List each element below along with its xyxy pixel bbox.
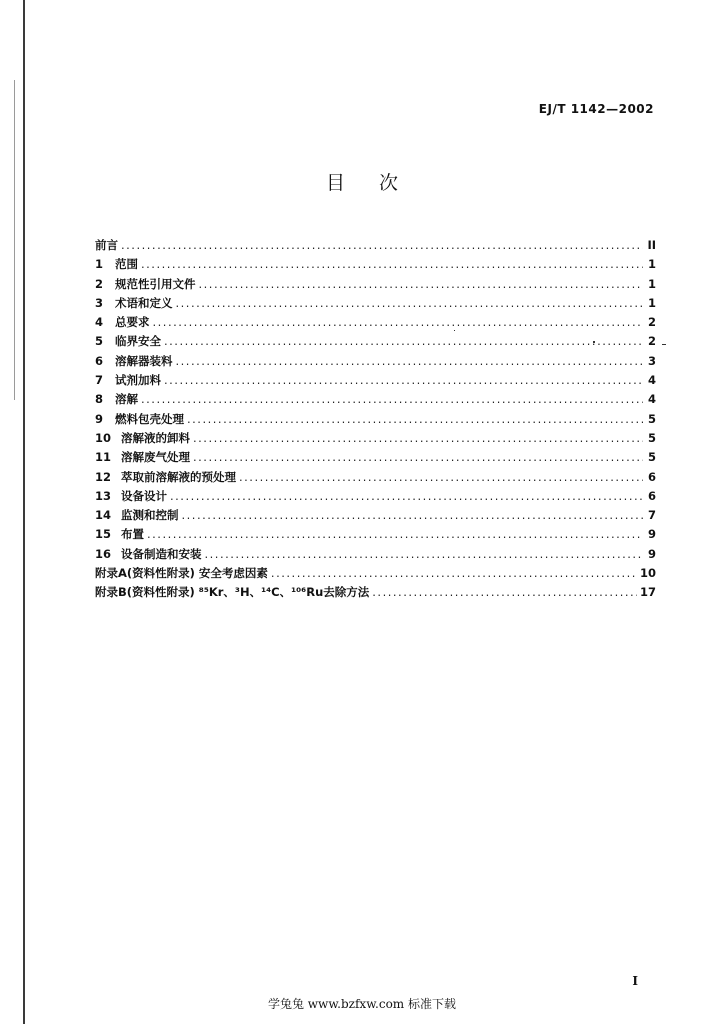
toc-entry-page: 9 [647, 527, 656, 542]
toc-entry[interactable] [95, 352, 656, 371]
toc-entry-label: 布置 [121, 527, 144, 542]
scan-speck [593, 341, 595, 343]
toc-dot-leader [271, 564, 637, 583]
toc-entry[interactable] [95, 506, 656, 525]
toc-dot-leader [164, 371, 643, 390]
toc-entry-page: 1 [647, 295, 656, 310]
toc-dot-leader [121, 236, 643, 255]
toc-entry-number: 9 [95, 411, 104, 426]
toc-entry-number: 12 [95, 469, 112, 484]
toc-entry[interactable] [95, 255, 656, 274]
toc-dot-leader [176, 294, 644, 313]
toc-entry-number: 14 [95, 508, 112, 523]
toc-entry-label: 溶解 [115, 392, 138, 407]
toc-dot-leader [187, 410, 643, 429]
toc-entry[interactable] [95, 313, 656, 332]
toc-entry[interactable] [95, 429, 656, 448]
toc-entry-appendix-b[interactable] [95, 583, 656, 602]
toc-entry-page: 6 [647, 469, 656, 484]
binding-edge-line [23, 0, 25, 1024]
toc-entry-label: 溶解液的卸料 [121, 430, 190, 445]
toc-entry-label: 燃料包壳处理 [115, 411, 184, 426]
toc-entry[interactable] [95, 468, 656, 487]
toc-dot-leader [141, 255, 643, 274]
toc-entry-page: 7 [647, 508, 656, 523]
toc-entry-page: 9 [647, 546, 656, 561]
toc-entry-label: 溶解废气处理 [121, 450, 190, 465]
toc-entry-number: 2 [95, 276, 104, 291]
toc-entry-label: 范围 [115, 257, 138, 272]
toc-dot-leader [205, 545, 644, 564]
toc-entry-page: 4 [647, 392, 656, 407]
toc-dot-leader [239, 468, 643, 487]
toc-entry-number: 13 [95, 488, 112, 503]
toc-entry-number: 8 [95, 392, 104, 407]
toc-entry[interactable] [95, 487, 656, 506]
toc-entry-label: 临界安全 [115, 334, 161, 349]
page-title: 目次 [325, 172, 432, 194]
toc-dot-leader [147, 525, 643, 544]
toc-entry-page: 2 [647, 334, 656, 349]
toc-entry-page: 2 [647, 315, 656, 330]
toc-entry[interactable] [95, 332, 656, 351]
toc-entry-label: 术语和定义 [115, 295, 173, 310]
toc-entry-label: 溶解器装料 [115, 353, 173, 368]
toc-entry-number: 15 [95, 527, 112, 542]
toc-dot-leader [372, 583, 637, 602]
toc-dot-leader [176, 352, 644, 371]
toc-entry-label: 监测和控制 [121, 508, 179, 523]
toc-entry-number: 16 [95, 546, 112, 561]
table-of-contents [95, 236, 656, 603]
toc-entry[interactable] [95, 390, 656, 409]
toc-entry-number: 3 [95, 295, 104, 310]
toc-entry-label: 萃取前溶解液的预处理 [121, 469, 236, 484]
toc-dot-leader [153, 313, 644, 332]
toc-entry-page: 5 [647, 450, 656, 465]
toc-entry-page: 10 [639, 566, 656, 581]
scan-speck [662, 344, 666, 345]
toc-entry-number: 7 [95, 373, 104, 388]
scan-speck [454, 330, 455, 331]
toc-entry-label: 前言 [95, 238, 118, 252]
toc-dot-leader [193, 429, 643, 448]
toc-entry[interactable] [95, 525, 656, 544]
toc-entry-label: 试剂加料 [115, 373, 161, 388]
toc-entry-label: 附录A(资料性附录) 安全考虑因素 [95, 566, 268, 581]
toc-entry[interactable] [95, 448, 656, 467]
toc-dot-leader [193, 448, 643, 467]
toc-entry-number: 10 [95, 430, 112, 445]
toc-entry[interactable] [95, 410, 656, 429]
toc-dot-leader [164, 332, 643, 351]
toc-entry-appendix-a[interactable] [95, 564, 656, 583]
binding-edge-line-faint [14, 80, 15, 400]
toc-entry[interactable] [95, 275, 656, 294]
toc-entry-page: 1 [647, 276, 656, 291]
toc-entry-page: II [647, 238, 656, 252]
toc-dot-leader [182, 506, 644, 525]
toc-entry-number: 11 [95, 450, 112, 465]
toc-dot-leader [141, 390, 643, 409]
toc-entry-label: 设备设计 [121, 488, 167, 503]
toc-entry-label: 规范性引用文件 [115, 276, 196, 291]
toc-entry[interactable] [95, 371, 656, 390]
toc-entry[interactable] [95, 294, 656, 313]
toc-entry-label: 设备制造和安装 [121, 546, 202, 561]
toc-entry-page: 3 [647, 353, 656, 368]
toc-entry-label: 总要求 [115, 315, 150, 330]
toc-entry-number: 6 [95, 353, 104, 368]
toc-entry-label: 附录B(资料性附录) ⁸⁵Kr、³H、¹⁴C、¹⁰⁶Ru去除方法 [95, 585, 370, 600]
toc-entry[interactable] [95, 545, 656, 564]
toc-entry-page: 17 [639, 585, 656, 600]
standard-code: EJ/T 1142—2002 [538, 102, 654, 116]
toc-entry-page: 5 [647, 411, 656, 426]
toc-entry-page: 5 [647, 430, 656, 445]
page-number: I [632, 974, 638, 988]
toc-entry-page: 6 [647, 488, 656, 503]
footer-watermark: 学兔兔 www.bzfxw.com 标准下载 [267, 997, 457, 1011]
toc-entry-number: 4 [95, 315, 104, 330]
toc-entry-number: 1 [95, 257, 104, 272]
toc-entry-preface[interactable] [95, 236, 656, 255]
toc-dot-leader [170, 487, 643, 506]
toc-entry-page: 4 [647, 373, 656, 388]
toc-entry-page: 1 [647, 257, 656, 272]
toc-dot-leader [199, 275, 644, 294]
toc-entry-number: 5 [95, 334, 104, 349]
